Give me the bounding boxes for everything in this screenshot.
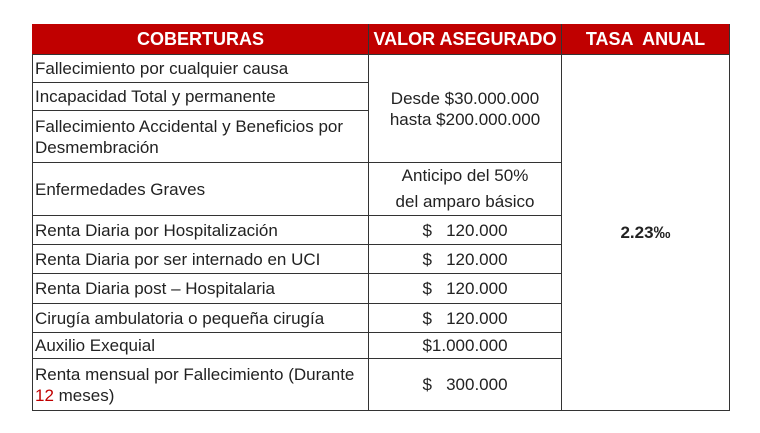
value-cell: Anticipo del 50% del amparo básico — [369, 163, 562, 216]
value-cell: $ 120.000 — [369, 216, 562, 245]
header-row — [33, 25, 730, 55]
coverage-cell: Renta Diaria por ser internado en UCI — [33, 245, 369, 274]
header-annual-rate: TASA ANUAL — [562, 25, 730, 55]
coverage-cell — [33, 359, 369, 411]
value-cell: $ 120.000 — [369, 274, 562, 304]
value-cell: $ 300.000 — [369, 359, 562, 411]
coverage-cell: Renta Diaria post – Hospitalaria — [33, 274, 369, 304]
coverage-text: Renta mensual por Fallecimiento (Durante — [35, 364, 355, 384]
coverage-cell: Enfermedades Graves — [33, 163, 369, 216]
annual-rate-cell: 2.23‰ — [562, 55, 730, 411]
coverage-cell: Incapacidad Total y permanente — [33, 83, 369, 111]
coverage-cell: Renta Diaria por Hospitalización — [33, 216, 369, 245]
coverage-cell: Auxilio Exequial — [33, 333, 369, 359]
value-cell: $1.000.000 — [369, 333, 562, 359]
coverage-table — [32, 24, 730, 411]
coverage-cell: Fallecimiento Accidental y Beneficios por Desmembración — [33, 111, 369, 163]
coverage-cell: Cirugía ambulatoria o pequeña cirugía — [33, 304, 369, 333]
coverage-text-tail: meses) — [53, 385, 115, 405]
header-coverages: COBERTURAS — [33, 25, 369, 55]
insured-value-text: Desde $30.000.000 hasta $200.000.000 — [389, 88, 541, 129]
insured-value-range — [369, 55, 562, 163]
table-row — [33, 55, 730, 83]
value-cell: $ 120.000 — [369, 245, 562, 274]
header-insured-value: VALOR ASEGURADO — [369, 25, 562, 55]
coverage-cell: Fallecimiento por cualquier causa — [33, 55, 369, 83]
months-number: 12 — [35, 385, 54, 405]
value-cell: $ 120.000 — [369, 304, 562, 333]
